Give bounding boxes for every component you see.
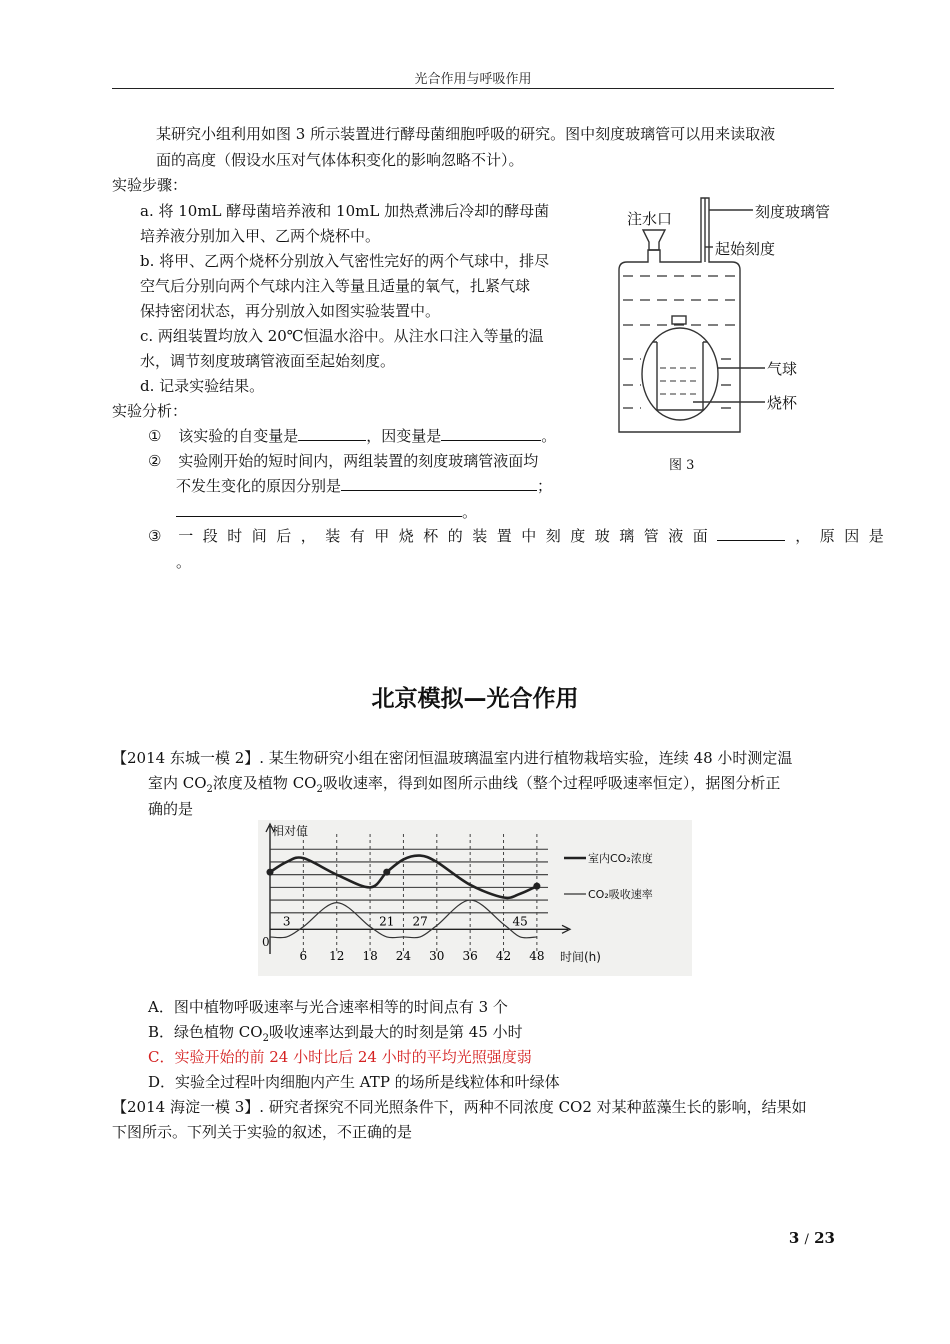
q3-text-a: 一段时间后，装有甲烧杯的装置中刻度玻璃管液面: [178, 527, 718, 545]
annotation-label: 45: [512, 914, 528, 929]
label-water-inlet: 注水口: [627, 210, 673, 228]
q3-text-b: ，原因是: [795, 527, 894, 545]
x-tick-label: 6: [299, 949, 308, 963]
option-b-text-b: 吸收速率达到最大的时刻是第 45 小时: [268, 1023, 523, 1041]
subscript-2: 2: [206, 784, 213, 795]
dongcheng-line-1: [112, 746, 792, 770]
step-a-line-1: a. 将 10mL 酵母菌培养液和 10mL 加热煮沸后冷却的酵母菌: [140, 202, 550, 220]
co2-chart: [258, 820, 692, 976]
step-b-line-3: 保持密闭状态，再分别放入如图实验装置中。: [140, 302, 441, 320]
x-tick-label: 48: [529, 949, 545, 963]
haidian-line-1: [112, 1095, 807, 1119]
question-3-line-2: 。: [176, 553, 192, 571]
q1-text-a: 该实验的自变量是: [178, 427, 299, 445]
intro-line-1: 某研究小组利用如图 3 所示装置进行酵母菌细胞呼吸的研究。图中刻度玻璃管可以用来读取液: [156, 125, 776, 143]
q2-text-a: 实验刚开始的短时间内，两组装置的刻度玻璃管液面均: [178, 452, 539, 470]
legend-co2-concentration: 室内CO₂浓度: [588, 852, 653, 865]
q2-end: 。: [462, 503, 478, 521]
question-1: [148, 424, 556, 448]
annotation-label: 21: [379, 914, 395, 929]
q3-blank-1[interactable]: [717, 526, 785, 541]
label-start-mark: 起始刻度: [715, 240, 776, 258]
annotation-label: 3: [282, 914, 291, 929]
q2-blank-1[interactable]: [341, 476, 537, 491]
chart-origin: 0: [262, 935, 270, 949]
haidian-line-2: 下图所示。下列关于实验的叙述，不正确的是: [112, 1123, 413, 1141]
label-graduated-tube: 刻度玻璃管: [755, 203, 831, 221]
label-balloon: 气球: [767, 360, 798, 378]
dongcheng-text-1: . 某生物研究小组在密闭恒温玻璃温室内进行植物栽培实验，连续 48 小时测定温: [259, 749, 793, 767]
dongcheng-text-2b: 浓度及植物 CO: [212, 774, 317, 792]
total-pages: 23: [814, 1229, 835, 1247]
haidian-tag: 【2014 海淀一模 3】: [112, 1098, 260, 1116]
steps-heading: 实验步骤：: [112, 176, 188, 194]
subscript-2: 2: [262, 1033, 269, 1044]
q1-blank-1[interactable]: [298, 426, 366, 441]
label-beaker: 烧杯: [767, 394, 798, 412]
q1-number: ①: [148, 427, 162, 445]
step-b-line-1: b. 将甲、乙两个烧杯分别放入气密性完好的两个气球中，排尽: [140, 252, 550, 270]
option-c-answer: C．实验开始的前 24 小时比后 24 小时的平均光照强度弱: [148, 1048, 532, 1066]
x-tick-label: 24: [395, 949, 412, 963]
intro-line-2: 面的高度（假设水压对气体体积变化的影响忽略不计）。: [156, 151, 524, 169]
question-2-line-2: [176, 474, 552, 498]
q1-blank-2[interactable]: [441, 426, 541, 441]
x-tick-label: 18: [362, 949, 378, 963]
step-c-line-2: 水，调节刻度玻璃管液面至起始刻度。: [140, 352, 396, 370]
x-tick-label: 36: [462, 949, 478, 963]
q3-number: ③: [148, 527, 162, 545]
water-tank-outline: [619, 198, 740, 432]
question-3-line-1: [148, 524, 893, 548]
section-title: 北京模拟—光合作用: [371, 686, 579, 712]
current-page: 3: [788, 1229, 800, 1247]
page-separator: /: [804, 1232, 809, 1247]
dongcheng-text-2a: 室内 CO: [148, 774, 207, 792]
question-2-line-3: [176, 500, 477, 524]
balloon-tie: [672, 316, 686, 324]
subscript-2: 2: [316, 784, 323, 795]
haidian-text-1: . 研究者探究不同光照条件下，两种不同浓度 CO2 对某种蓝藻生长的影响，结果如: [259, 1098, 807, 1116]
q1-end: 。: [541, 427, 557, 445]
dongcheng-text-2c: 吸收速率，得到如图所示曲线（整个过程呼吸速率恒定），据图分析正: [322, 774, 781, 792]
dongcheng-line-2: [148, 771, 780, 802]
chart-xlabel: 时间(h): [560, 950, 601, 964]
running-header: 光合作用与呼吸作用: [414, 72, 532, 87]
analysis-heading: 实验分析：: [112, 402, 188, 420]
figure-3: [605, 192, 845, 482]
x-tick-label: 12: [329, 949, 345, 963]
option-a: A．图中植物呼吸速率与光合速率相等的时间点有 3 个: [148, 998, 508, 1016]
step-d-line-1: d. 记录实验结果。: [140, 377, 265, 395]
figure-3-caption: 图 3: [669, 458, 695, 473]
x-tick-label: 42: [495, 949, 512, 963]
step-c-line-1: c. 两组装置均放入 20℃恒温水浴中。从注水口注入等量的温: [140, 327, 544, 345]
question-2-line-1: [148, 449, 538, 473]
q2-semicolon: ；: [537, 477, 553, 495]
option-b-text-a: B．绿色植物 CO: [148, 1023, 263, 1041]
option-d: D．实验全过程叶肉细胞内产生 ATP 的场所是线粒体和叶绿体: [148, 1073, 560, 1091]
annotation-label: 27: [412, 914, 428, 929]
step-a-line-2: 培养液分别加入甲、乙两个烧杯中。: [140, 227, 381, 245]
series-point: [383, 869, 390, 876]
step-b-line-2: 空气后分别向两个气球内注入等量且适量的氧气，扎紧气球: [140, 277, 531, 295]
dongcheng-line-3: 确的是: [148, 800, 194, 818]
header-rule: [112, 88, 834, 89]
page-number: [789, 1229, 835, 1247]
beaker: [657, 342, 703, 410]
series-point: [267, 869, 274, 876]
legend-co2-uptake: CO₂吸收速率: [588, 888, 653, 901]
apparatus-diagram: [605, 192, 845, 482]
dongcheng-tag: 【2014 东城一模 2】: [112, 749, 260, 767]
q2-blank-2[interactable]: [176, 502, 462, 517]
series-point: [533, 883, 540, 890]
q1-text-b: ，因变量是: [366, 427, 442, 445]
q2-text-b: 不发生变化的原因分别是: [176, 477, 342, 495]
inlet-funnel: [643, 230, 665, 250]
x-tick-label: 30: [429, 949, 445, 963]
q2-number: ②: [148, 452, 162, 470]
chart-ylabel: 相对值: [272, 824, 309, 838]
